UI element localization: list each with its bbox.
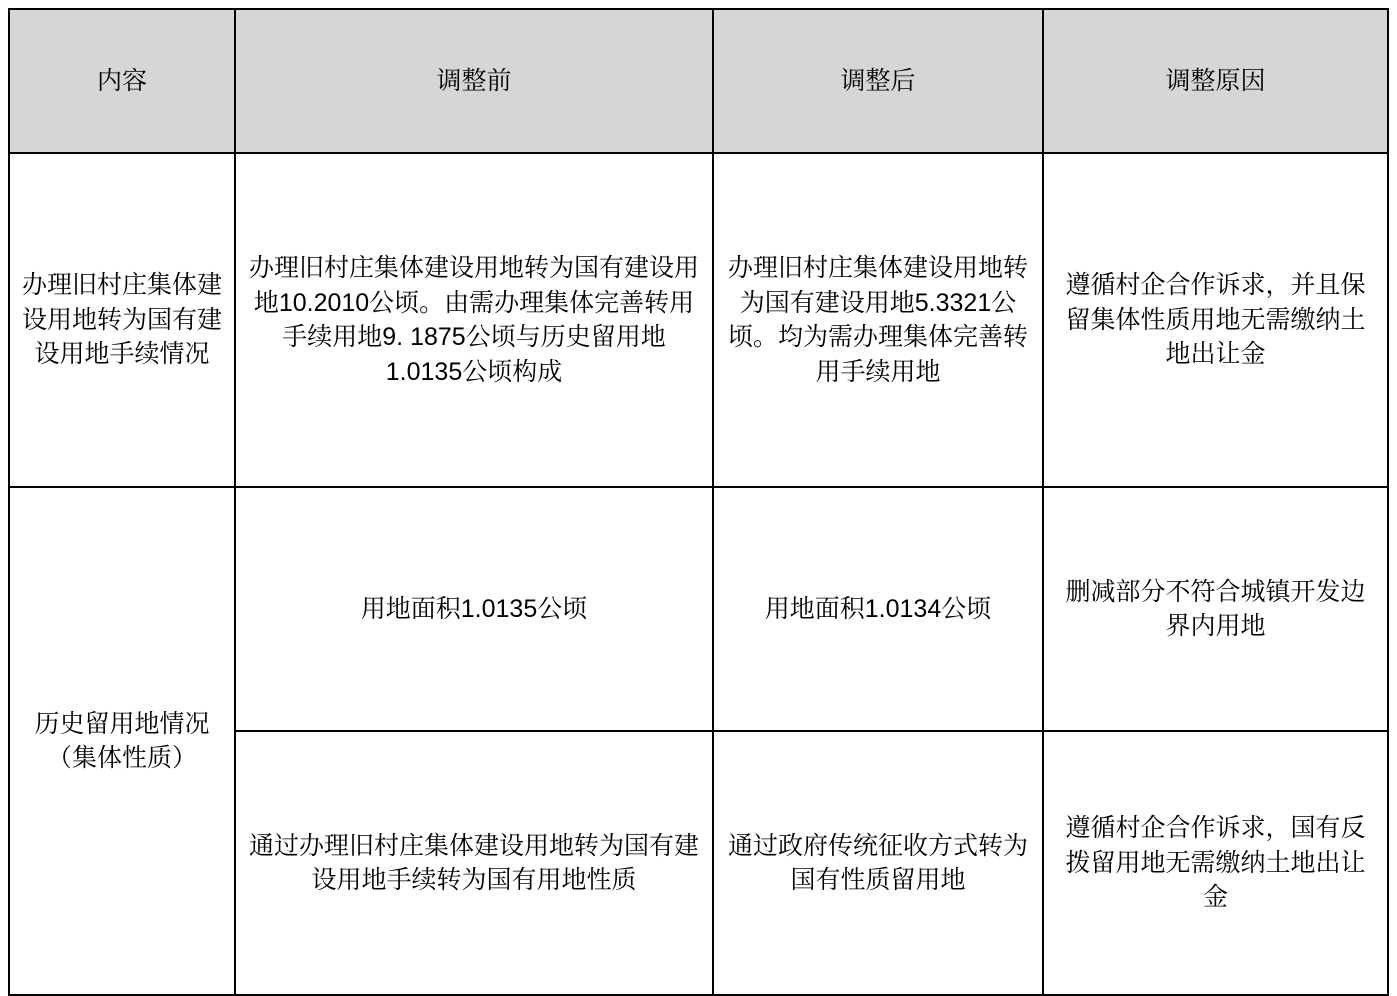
table-row bbox=[9, 487, 1388, 731]
row-reason-conversion-method: 遵循村企合作诉求，国有反拨留用地无需缴纳土地出让金 bbox=[1043, 731, 1388, 995]
row-reason-land-area: 删减部分不符合城镇开发边界内用地 bbox=[1043, 487, 1388, 731]
header-cell-before: 调整前 bbox=[235, 9, 713, 153]
row-after-conversion-method: 通过政府传统征收方式转为国有性质留用地 bbox=[713, 731, 1043, 995]
row-before-handling-procedure: 办理旧村庄集体建设用地转为国有建设用地10.2010公顷。由需办理集体完善转用手续用地9. 1875公顷与历史留用地1.0135公顷构成 bbox=[235, 153, 713, 487]
row-before-land-area: 用地面积1.0135公顷 bbox=[235, 487, 713, 731]
row-before-conversion-method: 通过办理旧村庄集体建设用地转为国有建设用地手续转为国有用地性质 bbox=[235, 731, 713, 995]
header-cell-reason: 调整原因 bbox=[1043, 9, 1388, 153]
row-label-handling-procedure: 办理旧村庄集体建设用地转为国有建设用地手续情况 bbox=[9, 153, 235, 487]
table-header bbox=[9, 9, 1388, 153]
header-row bbox=[9, 9, 1388, 153]
header-cell-content: 内容 bbox=[9, 9, 235, 153]
row-label-historical-reserved-land: 历史留用地情况（集体性质） bbox=[9, 487, 235, 995]
table-row bbox=[9, 153, 1388, 487]
comparison-table bbox=[8, 8, 1389, 996]
row-after-handling-procedure: 办理旧村庄集体建设用地转为国有建设用地5.3321公顷。均为需办理集体完善转用手续用地 bbox=[713, 153, 1043, 487]
header-cell-after: 调整后 bbox=[713, 9, 1043, 153]
row-reason-handling-procedure: 遵循村企合作诉求，并且保留集体性质用地无需缴纳土地出让金 bbox=[1043, 153, 1388, 487]
table-body bbox=[9, 153, 1388, 995]
row-after-land-area: 用地面积1.0134公顷 bbox=[713, 487, 1043, 731]
